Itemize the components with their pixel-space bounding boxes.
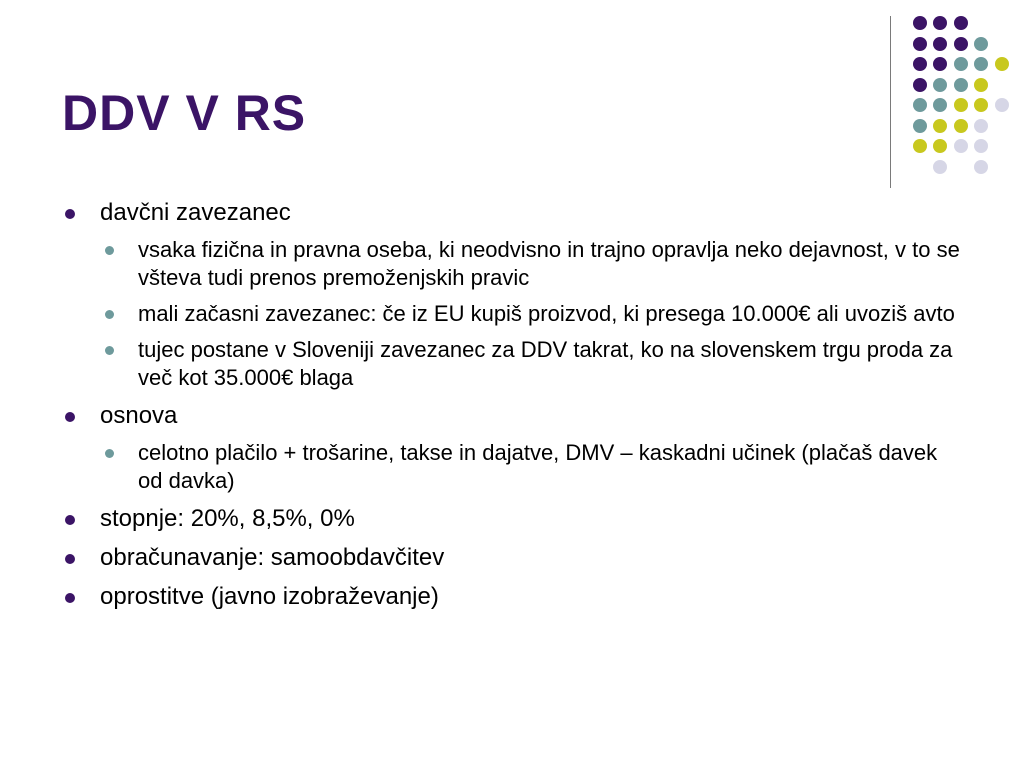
sub-bullet-text: vsaka fizična in pravna oseba, ki neodvisno in trajno opravlja neko dejavnost, v to se všteva tudi prenos premoženjskih pravic [138,237,960,290]
bullet-text: osnova [100,402,178,429]
decorative-dot [913,57,927,71]
decorative-dot [913,119,927,133]
decorative-dot [913,37,927,51]
sub-bullet-text: tujec postane v Sloveniji zavezanec za DDV takrat, ko na slovenskem trgu proda za več kot 35.000€ blaga [138,337,953,390]
decorative-dot [974,139,988,153]
slide-title: DDV V RS [62,85,307,141]
bullet-list [62,198,962,612]
decorative-dot [954,139,968,153]
decorative-divider [890,16,891,188]
bullet-item [62,504,962,534]
decorative-dot [933,16,947,30]
decorative-dot [933,119,947,133]
bullet-text: stopnje: 20%, 8,5%, 0% [100,505,355,532]
decorative-dot [995,57,1009,71]
decorative-dot [933,98,947,112]
decorative-dot [974,119,988,133]
bullet-text: obračunavanje: samoobdavčitev [100,544,445,571]
decorative-dot [954,16,968,30]
decorative-dot [933,160,947,174]
bullet-item [62,198,962,392]
sub-bullet-dot-icon [105,346,114,355]
sub-bullet-list [100,236,962,392]
decorative-dot [954,57,968,71]
decorative-dot [954,37,968,51]
decorative-dot [954,98,968,112]
bullet-dot-icon [65,554,75,564]
decorative-dot [933,139,947,153]
decorative-dot [933,37,947,51]
sub-bullet-item [100,439,962,495]
bullet-dot-icon [65,593,75,603]
sub-bullet-list [100,439,962,495]
decorative-dot [995,98,1009,112]
decorative-dot [913,16,927,30]
decorative-dot [974,160,988,174]
decorative-dot [974,57,988,71]
sub-bullet-item [100,236,962,292]
sub-bullet-item [100,336,962,392]
bullet-dot-icon [65,412,75,422]
sub-bullet-text: celotno plačilo + trošarine, takse in dajatve, DMV – kaskadni učinek (plačaš davek od davka) [138,440,938,493]
decorative-dot [933,57,947,71]
decorative-dot [933,78,947,92]
slide-body [62,198,962,612]
decorative-dot [954,78,968,92]
decorative-dot [974,98,988,112]
bullet-text: oprostitve (javno izobraževanje) [100,583,439,610]
decorative-dot [913,78,927,92]
decorative-dot [954,119,968,133]
sub-bullet-item [100,300,962,328]
decorative-dot [913,98,927,112]
bullet-dot-icon [65,209,75,219]
sub-bullet-dot-icon [105,310,114,319]
bullet-item [62,543,962,573]
sub-bullet-text: mali začasni zavezanec: če iz EU kupiš proizvod, ki presega 10.000€ ali uvoziš avto [138,301,955,326]
bullet-text: davčni zavezanec [100,199,291,226]
decorative-dot [974,37,988,51]
sub-bullet-dot-icon [105,246,114,255]
decorative-dot [974,78,988,92]
bullet-item [62,582,962,612]
sub-bullet-dot-icon [105,449,114,458]
bullet-dot-icon [65,515,75,525]
decorative-dot [913,139,927,153]
bullet-item [62,401,962,495]
